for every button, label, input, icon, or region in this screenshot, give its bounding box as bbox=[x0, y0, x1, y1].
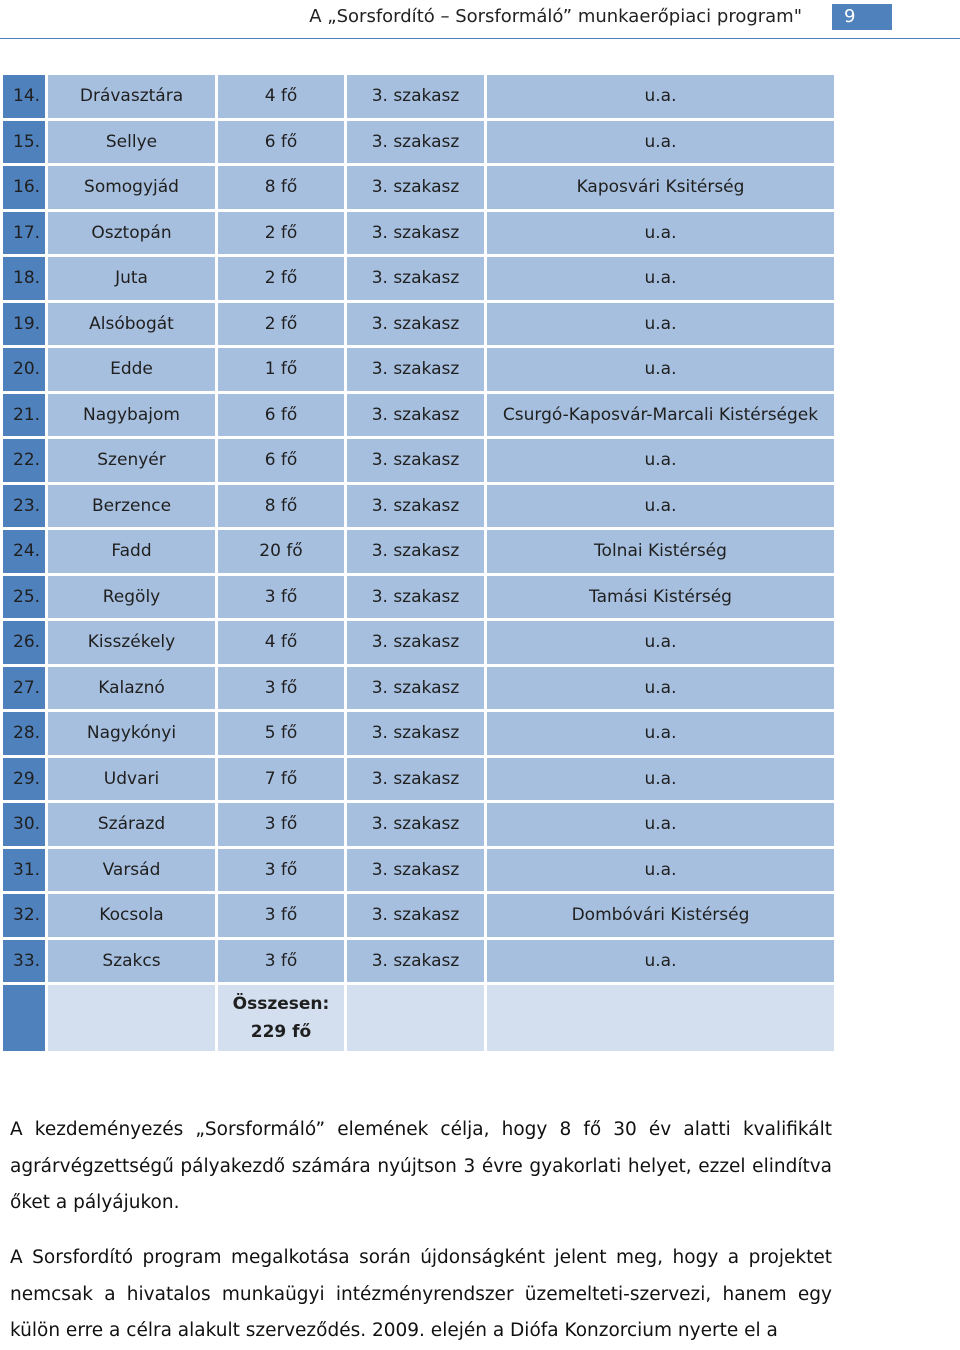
town-cell: Szárazd bbox=[48, 803, 215, 846]
stage-cell: 3. szakasz bbox=[347, 803, 484, 846]
row-number: 24. bbox=[3, 530, 45, 573]
town-cell: Sellye bbox=[48, 121, 215, 164]
row-number: 25. bbox=[3, 576, 45, 619]
table-row bbox=[3, 758, 834, 801]
total-count-cell bbox=[218, 985, 344, 1051]
row-number: 22. bbox=[3, 439, 45, 482]
stage-cell: 3. szakasz bbox=[347, 212, 484, 255]
count-cell: 3 fő bbox=[218, 849, 344, 892]
stage-cell: 3. szakasz bbox=[347, 394, 484, 437]
table-row bbox=[3, 394, 834, 437]
total-stage-cell bbox=[347, 985, 484, 1051]
row-number: 23. bbox=[3, 485, 45, 528]
count-cell: 4 fő bbox=[218, 621, 344, 664]
row-number: 28. bbox=[3, 712, 45, 755]
row-number: 18. bbox=[3, 257, 45, 300]
town-cell: Drávasztára bbox=[48, 75, 215, 118]
count-cell: 8 fő bbox=[218, 485, 344, 528]
total-label: Összesen: bbox=[232, 994, 330, 1014]
table-row bbox=[3, 121, 834, 164]
region-cell: u.a. bbox=[487, 485, 834, 528]
count-cell: 6 fő bbox=[218, 394, 344, 437]
region-cell: u.a. bbox=[487, 348, 834, 391]
town-cell: Udvari bbox=[48, 758, 215, 801]
region-cell: u.a. bbox=[487, 940, 834, 983]
stage-cell: 3. szakasz bbox=[347, 667, 484, 710]
page-header bbox=[0, 0, 960, 40]
total-region-cell bbox=[487, 985, 834, 1051]
row-number: 31. bbox=[3, 849, 45, 892]
count-cell: 7 fő bbox=[218, 758, 344, 801]
stage-cell: 3. szakasz bbox=[347, 121, 484, 164]
town-cell: Kalaznó bbox=[48, 667, 215, 710]
stage-cell: 3. szakasz bbox=[347, 530, 484, 573]
region-cell: Kaposvári Ksitérség bbox=[487, 166, 834, 209]
row-number: 19. bbox=[3, 303, 45, 346]
total-row-number bbox=[3, 985, 45, 1051]
table-row bbox=[3, 348, 834, 391]
row-number: 32. bbox=[3, 894, 45, 937]
row-number: 33. bbox=[3, 940, 45, 983]
table-row bbox=[3, 667, 834, 710]
row-number: 27. bbox=[3, 667, 45, 710]
town-cell: Szakcs bbox=[48, 940, 215, 983]
town-cell: Regöly bbox=[48, 576, 215, 619]
row-number: 30. bbox=[3, 803, 45, 846]
region-cell: Dombóvári Kistérség bbox=[487, 894, 834, 937]
stage-cell: 3. szakasz bbox=[347, 576, 484, 619]
town-cell: Alsóbogát bbox=[48, 303, 215, 346]
region-cell: Tamási Kistérség bbox=[487, 576, 834, 619]
table-row bbox=[3, 940, 834, 983]
row-number: 16. bbox=[3, 166, 45, 209]
stage-cell: 3. szakasz bbox=[347, 75, 484, 118]
stage-cell: 3. szakasz bbox=[347, 712, 484, 755]
table-row bbox=[3, 303, 834, 346]
region-cell: u.a. bbox=[487, 667, 834, 710]
region-cell: u.a. bbox=[487, 303, 834, 346]
town-cell: Somogyjád bbox=[48, 166, 215, 209]
stage-cell: 3. szakasz bbox=[347, 758, 484, 801]
count-cell: 20 fő bbox=[218, 530, 344, 573]
count-cell: 8 fő bbox=[218, 166, 344, 209]
count-cell: 6 fő bbox=[218, 121, 344, 164]
header-rule bbox=[0, 38, 960, 39]
stage-cell: 3. szakasz bbox=[347, 257, 484, 300]
count-cell: 5 fő bbox=[218, 712, 344, 755]
count-cell: 3 fő bbox=[218, 667, 344, 710]
table-row bbox=[3, 621, 834, 664]
count-cell: 3 fő bbox=[218, 894, 344, 937]
stage-cell: 3. szakasz bbox=[347, 940, 484, 983]
table-row bbox=[3, 803, 834, 846]
region-cell: u.a. bbox=[487, 803, 834, 846]
region-cell: Csurgó-Kaposvár-Marcali Kistérségek bbox=[487, 394, 834, 437]
table-row bbox=[3, 576, 834, 619]
count-cell: 1 fő bbox=[218, 348, 344, 391]
row-number: 29. bbox=[3, 758, 45, 801]
region-cell: Tolnai Kistérség bbox=[487, 530, 834, 573]
town-cell: Juta bbox=[48, 257, 215, 300]
region-cell: u.a. bbox=[487, 849, 834, 892]
table-row bbox=[3, 530, 834, 573]
page-number: 9 bbox=[832, 4, 892, 30]
count-cell: 3 fő bbox=[218, 576, 344, 619]
count-cell: 2 fő bbox=[218, 212, 344, 255]
region-cell: u.a. bbox=[487, 121, 834, 164]
stage-cell: 3. szakasz bbox=[347, 849, 484, 892]
region-cell: u.a. bbox=[487, 257, 834, 300]
row-number: 26. bbox=[3, 621, 45, 664]
count-cell: 6 fő bbox=[218, 439, 344, 482]
region-cell: u.a. bbox=[487, 439, 834, 482]
table-row bbox=[3, 894, 834, 937]
stage-cell: 3. szakasz bbox=[347, 621, 484, 664]
stage-cell: 3. szakasz bbox=[347, 303, 484, 346]
paragraph-sorsformalo: A kezdeményezés „Sorsformáló” elemének célja, hogy 8 fő 30 év alatti kvalifikált agrárvégzettségű pályakezdő számára nyújtson 3 évre gyakorlati helyet, ezzel elindítva őket a pályájukon. bbox=[10, 1119, 832, 1213]
town-cell: Kisszékely bbox=[48, 621, 215, 664]
region-cell: u.a. bbox=[487, 758, 834, 801]
table-body bbox=[3, 75, 834, 1051]
table-row bbox=[3, 712, 834, 755]
town-cell: Edde bbox=[48, 348, 215, 391]
settlement-table bbox=[0, 72, 837, 1054]
row-number: 15. bbox=[3, 121, 45, 164]
town-cell: Szenyér bbox=[48, 439, 215, 482]
table-row bbox=[3, 485, 834, 528]
table-row bbox=[3, 439, 834, 482]
town-cell: Berzence bbox=[48, 485, 215, 528]
count-cell: 2 fő bbox=[218, 303, 344, 346]
table-row bbox=[3, 849, 834, 892]
total-value: 229 fő bbox=[250, 1022, 312, 1042]
stage-cell: 3. szakasz bbox=[347, 485, 484, 528]
stage-cell: 3. szakasz bbox=[347, 439, 484, 482]
town-cell: Nagybajom bbox=[48, 394, 215, 437]
table-row bbox=[3, 166, 834, 209]
row-number: 14. bbox=[3, 75, 45, 118]
table-row bbox=[3, 212, 834, 255]
count-cell: 3 fő bbox=[218, 940, 344, 983]
total-row bbox=[3, 985, 834, 1051]
header-title: A „Sorsfordító – Sorsformáló” munkaerőpiaci program" bbox=[309, 6, 802, 27]
stage-cell: 3. szakasz bbox=[347, 894, 484, 937]
paragraph-sorsfordito: A Sorsfordító program megalkotása során újdonságként jelent meg, hogy a projektet nemcsak a hivatalos munkaügyi intézményrendszer üzemelteti-szervezi, hanem egy külön erre a célra alakult szerveződés. 2009. elején a Diófa Konzorcium nyerte el a bbox=[10, 1247, 832, 1341]
count-cell: 4 fő bbox=[218, 75, 344, 118]
region-cell: u.a. bbox=[487, 75, 834, 118]
town-cell: Kocsola bbox=[48, 894, 215, 937]
town-cell: Osztopán bbox=[48, 212, 215, 255]
stage-cell: 3. szakasz bbox=[347, 348, 484, 391]
region-cell: u.a. bbox=[487, 212, 834, 255]
region-cell: u.a. bbox=[487, 621, 834, 664]
stage-cell: 3. szakasz bbox=[347, 166, 484, 209]
row-number: 21. bbox=[3, 394, 45, 437]
town-cell: Nagykónyi bbox=[48, 712, 215, 755]
region-cell: u.a. bbox=[487, 712, 834, 755]
town-cell: Fadd bbox=[48, 530, 215, 573]
total-town-cell bbox=[48, 985, 215, 1051]
row-number: 20. bbox=[3, 348, 45, 391]
table-row bbox=[3, 257, 834, 300]
row-number: 17. bbox=[3, 212, 45, 255]
table-row bbox=[3, 75, 834, 118]
town-cell: Varsád bbox=[48, 849, 215, 892]
count-cell: 2 fő bbox=[218, 257, 344, 300]
count-cell: 3 fő bbox=[218, 803, 344, 846]
